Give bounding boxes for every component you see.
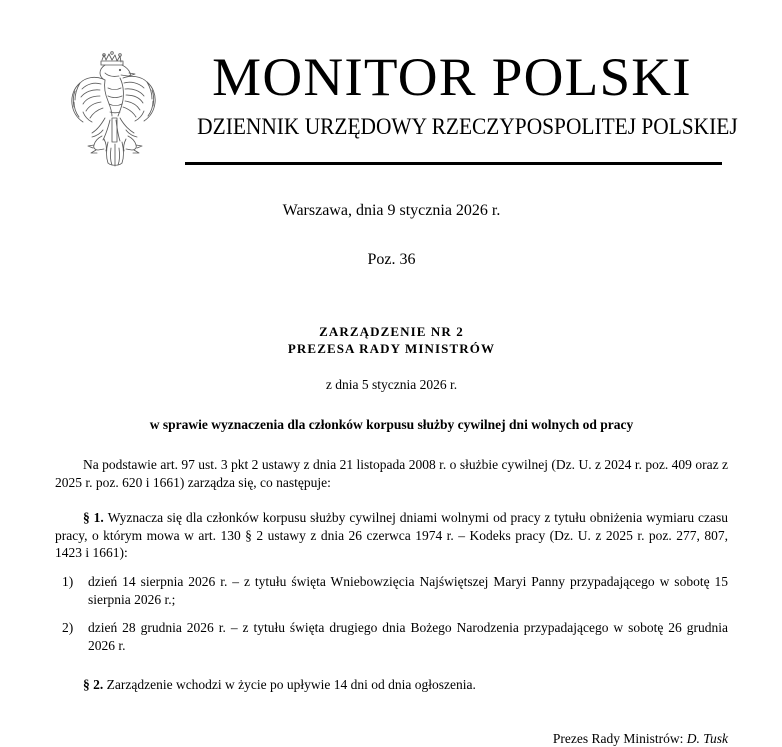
act-subject: w sprawie wyznaczenia dla członków korpusu służby cywilnej dni wolnych od pracy [149,417,634,432]
section-1-marker: § 1. [83,510,108,526]
act-heading-line-1: ZARZĄDZENIE NR 2 [319,324,464,339]
section-2-paragraph [55,676,728,694]
list-item-text: dzień 14 sierpnia 2026 r. – z tytułu święta Wniebowzięcia Najświętszej Maryi Panny przypadającego w sobotę 15 sierpnia 2026 r.; [88,573,728,607]
place-and-date: Warszawa, dnia 9 stycznia 2026 r. [282,202,501,219]
days-off-list [55,573,728,654]
section-2-text: Zarządzenie wchodzi w życie po upływie 14 dni od dnia ogłoszenia. [106,677,476,693]
masthead-titles [178,47,738,140]
publication-subtitle: DZIENNIK URZĘDOWY RZECZYPOSPOLITEJ POLSKIEJ [197,114,738,139]
act-date: z dnia 5 stycznia 2026 r. [325,377,458,392]
list-item-marker: 2) [62,620,74,636]
masthead-divider [185,162,722,165]
list-item-text: dzień 28 grudnia 2026 r. – z tytułu święta drugiego dnia Bożego Narodzenia przypadającego w sobotę 26 grudnia 2026 r. [88,620,728,653]
masthead [0,0,782,175]
signature-block [55,730,728,747]
legal-basis-paragraph: Na podstawie art. 97 ust. 3 pkt 2 ustawy z dnia 21 listopada 2008 r. o służbie cywilnej (Dz. U. z 2024 r. poz. 409 oraz z 2025 r. poz. 620 i 1661) zarządza się, co następuje: [55,457,728,490]
act-heading-line-2: PREZESA RADY MINISTRÓW [287,341,496,356]
list-item [55,619,728,654]
section-1-text: Wyznacza się dla członków korpusu służby cywilnej dniami wolnymi od pracy z tytułu obniżenia wymiaru czasu pracy, o którym mowa w art. 130 § 2 ustawy z dnia 26 czerwca 1974 r. – Kodeks pracy (Dz. U. z 2025 r. poz. 277, 807, 1423 i 1661): [55,510,729,561]
signatory-name: D. Tusk [686,730,728,746]
signatory-role: Prezes Rady Ministrów: [552,730,684,746]
list-item-marker: 1) [62,573,74,589]
position-number: Poz. 36 [367,251,416,268]
list-item [55,573,728,608]
section-1-paragraph [55,509,728,562]
polish-eagle-emblem-icon [58,44,162,170]
publication-title: MONITOR POLSKI [212,47,692,107]
section-2-marker: § 2. [83,677,107,693]
document-content [55,190,728,747]
